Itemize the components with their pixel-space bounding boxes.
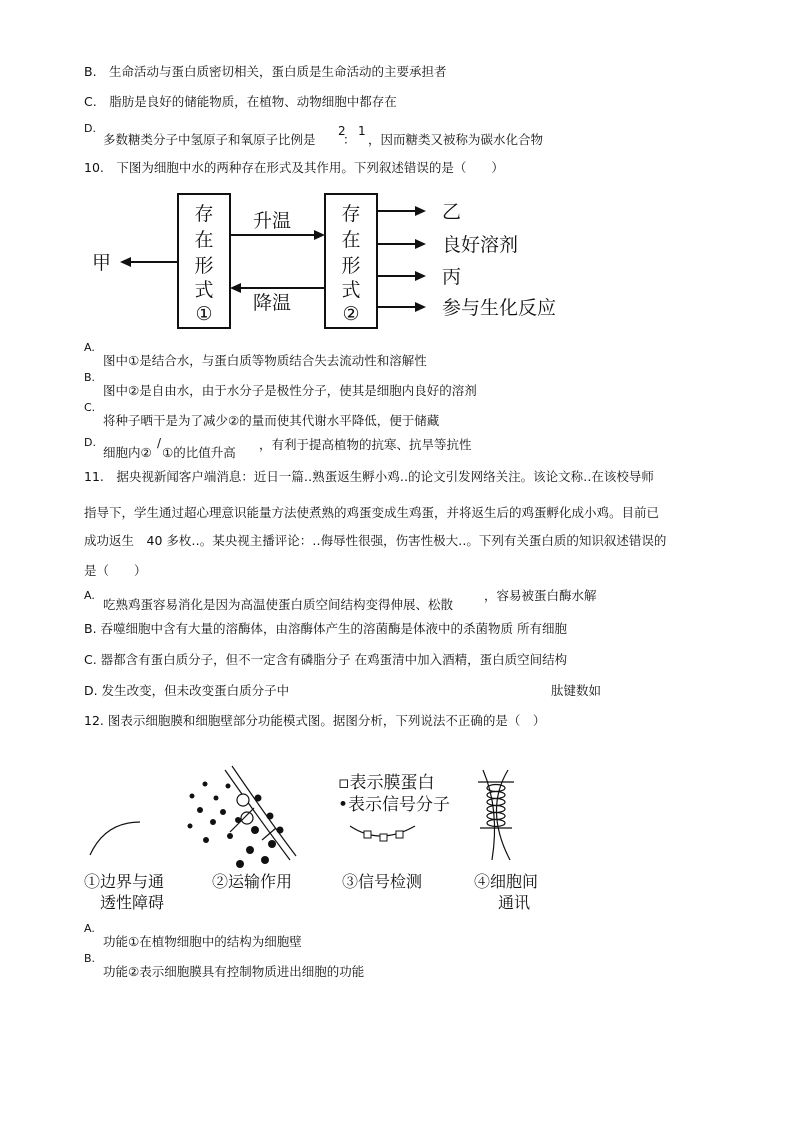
box2-char: 存 — [341, 203, 361, 225]
q12-option-b: 功能②表示细胞膜具有控制物质进出细胞的功能 — [103, 964, 365, 979]
legend-signal-molecule: •表示信号分子 — [338, 795, 451, 815]
q10-option-d-pre: 细胞内② — [103, 445, 152, 460]
q12-option-a: 功能①在植物细胞中的结构为细胞壁 — [103, 934, 302, 949]
q11-option-d: D. 发生改变，但未改变蛋白质分子中 — [84, 683, 290, 698]
q12-option-a-marker: A. — [84, 922, 95, 935]
legend-membrane-protein: ▫表示膜蛋白 — [338, 773, 435, 793]
q10-option-d-post: ①的比值升高 — [162, 445, 236, 460]
q11-stem-line4: 是（ ） — [84, 563, 147, 578]
q10-option-b-marker: B. — [84, 371, 96, 384]
label-signal: ③信号检测 — [342, 872, 423, 891]
membrane-protein — [364, 831, 371, 838]
label-heat-up: 升温 — [253, 210, 292, 232]
q11-option-c: C. 器都含有蛋白质分子，但不一定含有磷脂分子 在鸡蛋清中加入酒精，蛋白质空间结构 — [84, 652, 568, 667]
q11-stem-line1: 11. 据央视新闻客户端消息：近日一篇‥熟蛋返生孵小鸡‥的论文引发网络关注。该论文称‥在该校导师 — [84, 469, 654, 484]
q10-option-a-marker: A. — [84, 341, 95, 354]
q9-option-b: B. 生命活动与蛋白质密切相关，蛋白质是生命活动的主要承担者 — [84, 64, 447, 79]
box1-char: 式 — [194, 279, 214, 301]
junction-coil — [487, 785, 505, 827]
q11-stem-line2: 指导下，学生通过超心理意识能量方法使煮熟的鸡蛋变成生鸡蛋，并将返生后的鸡蛋孵化成小鸡。目前已 — [84, 505, 660, 520]
output-solvent: 良好溶剂 — [442, 234, 519, 256]
box2-char: ② — [342, 303, 360, 325]
output-reaction: 参与生化反应 — [442, 297, 557, 319]
q9-option-d-marker: D. — [84, 122, 96, 135]
q11-option-a: 吃熟鸡蛋容易消化是因为高温使蛋白质空间结构变得伸展、松散 — [103, 597, 454, 612]
q11-stem-line3: 成功返生 40 多枚‥。某央视主播评论：‥侮辱性很强，伤害性极大‥。下列有关蛋白质的知识叙述错误的 — [84, 533, 667, 548]
label-communication-2: 通讯 — [498, 893, 531, 912]
arrow-head — [314, 230, 325, 240]
q10-option-c-marker: C. — [84, 401, 96, 414]
output-bing: 丙 — [442, 266, 462, 288]
arrow-head — [120, 257, 131, 267]
water-forms-diagram — [88, 190, 588, 338]
q11-option-a-marker: A. — [84, 589, 95, 602]
label-boundary-2: 透性障碍 — [100, 893, 165, 912]
q9-ratio-a: 2 — [338, 124, 346, 138]
q10-option-d-tail: ，有利于提高植物的抗寒、抗旱等抗性 — [259, 437, 472, 452]
membrane-functions-diagram — [80, 760, 610, 920]
q9-option-d-pre: 多数糖类分子中氢原子和氧原子比例是 — [103, 132, 316, 147]
q11-option-a-tail: ，容易被蛋白酶水解 — [484, 588, 597, 603]
q11-option-b: B. 吞噬细胞中含有大量的溶酶体，由溶酶体产生的溶菌酶是体液中的杀菌物质 所有细胞 — [84, 621, 567, 636]
membrane-protein — [380, 834, 387, 841]
q10-stem: 10. 下图为细胞中水的两种存在形式及其作用。下列叙述错误的是（ ） — [84, 160, 504, 175]
q10-option-b: 图中②是自由水，由于水分子是极性分子，使其是细胞内良好的溶剂 — [103, 383, 477, 398]
arrow-head — [230, 283, 241, 293]
box1-char: 形 — [194, 255, 214, 277]
q9-ratio-b: 1 — [358, 124, 366, 138]
q10-option-d-slash: / — [157, 436, 162, 450]
q11-option-d-tail: 肽键数如 — [551, 683, 602, 698]
label-jia: 甲 — [92, 252, 112, 274]
box1-char: 存 — [194, 203, 214, 225]
label-communication: ④细胞间 — [474, 872, 539, 891]
box2-char: 形 — [341, 255, 361, 277]
q9-ratio-colon: ： — [343, 132, 356, 147]
box1-char: 在 — [194, 229, 214, 251]
box2-char: 在 — [341, 229, 361, 251]
q10-option-a: 图中①是结合水，与蛋白质等物质结合失去流动性和溶解性 — [103, 353, 427, 368]
box2-char: 式 — [341, 279, 361, 301]
channel-protein — [237, 794, 249, 806]
boundary-curve — [90, 822, 140, 855]
label-transport: ②运输作用 — [212, 872, 293, 891]
transport-dots — [188, 782, 284, 869]
channel-protein — [241, 812, 253, 824]
box1-char: ① — [195, 303, 213, 325]
q10-option-d-marker: D. — [84, 436, 96, 449]
q12-stem: 12. 图表示细胞膜和细胞壁部分功能模式图。据图分析，下列说法不正确的是（ ） — [84, 713, 546, 728]
output-yi: 乙 — [442, 201, 462, 223]
q10-option-c: 将种子晒干是为了减少②的量而使其代谢水平降低，便于储藏 — [103, 413, 440, 428]
membrane-protein — [396, 831, 403, 838]
label-cool-down: 降温 — [253, 292, 292, 314]
q9-option-c: C. 脂肪是良好的储能物质，在植物、动物细胞中都存在 — [84, 94, 397, 109]
q12-option-b-marker: B. — [84, 952, 96, 965]
q9-option-d-post: ，因而糖类又被称为碳水化合物 — [368, 132, 544, 147]
label-boundary: ①边界与通 — [84, 872, 165, 891]
